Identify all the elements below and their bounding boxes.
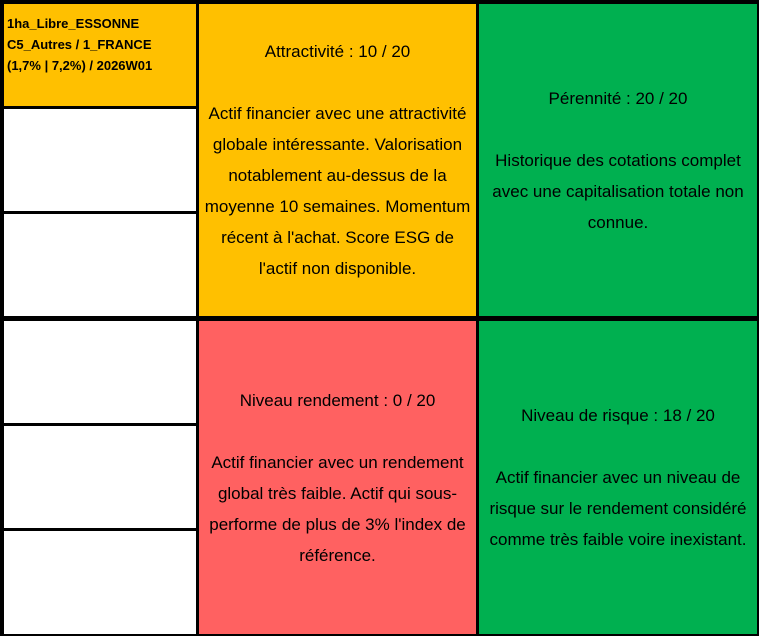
- empty-cell-3: [4, 321, 196, 423]
- empty-cell-5: [4, 531, 196, 634]
- perennite-title: Pérennité : 20 / 20: [548, 88, 688, 108]
- rendement-panel: [199, 321, 476, 634]
- rendement-body: Actif financier avec un rendement global très faible. Actif qui sous-performe de plus de 3% l'index de référence.: [209, 452, 466, 565]
- risque-body: Actif financier avec un niveau de risque sur le rendement considéré comme très faible voire inexistant.: [489, 468, 747, 549]
- asset-label-line3: (1,7% | 7,2%) / 2026W01: [7, 58, 153, 73]
- risque-title: Niveau de risque : 18 / 20: [521, 406, 715, 425]
- empty-cell-4: [4, 426, 196, 528]
- attractivite-panel: [199, 4, 476, 316]
- perennite-panel: [479, 4, 757, 316]
- asset-label-line2: C5_Autres / 1_FRANCE: [7, 37, 152, 52]
- attractivite-title: Attractivité : 10 / 20: [264, 42, 411, 61]
- perennite-body: Historique des cotations complet avec une capitalisation totale non connue.: [492, 150, 744, 232]
- rendement-title: Niveau rendement : 0 / 20: [239, 390, 436, 410]
- attractivite-body: Actif financier avec une attractivité globale intéressante. Valorisation notablement au-dessus de la moyenne 10 semaines. Momentum récent à l'achat. Score ESG de l'actif non disponible.: [204, 104, 471, 278]
- empty-cell-1: [4, 109, 196, 211]
- empty-cell-2: [4, 214, 196, 316]
- asset-label-line1: 1ha_Libre_ESSONNE: [7, 16, 140, 31]
- risque-panel: [479, 321, 757, 634]
- asset-label-cell: [4, 4, 196, 106]
